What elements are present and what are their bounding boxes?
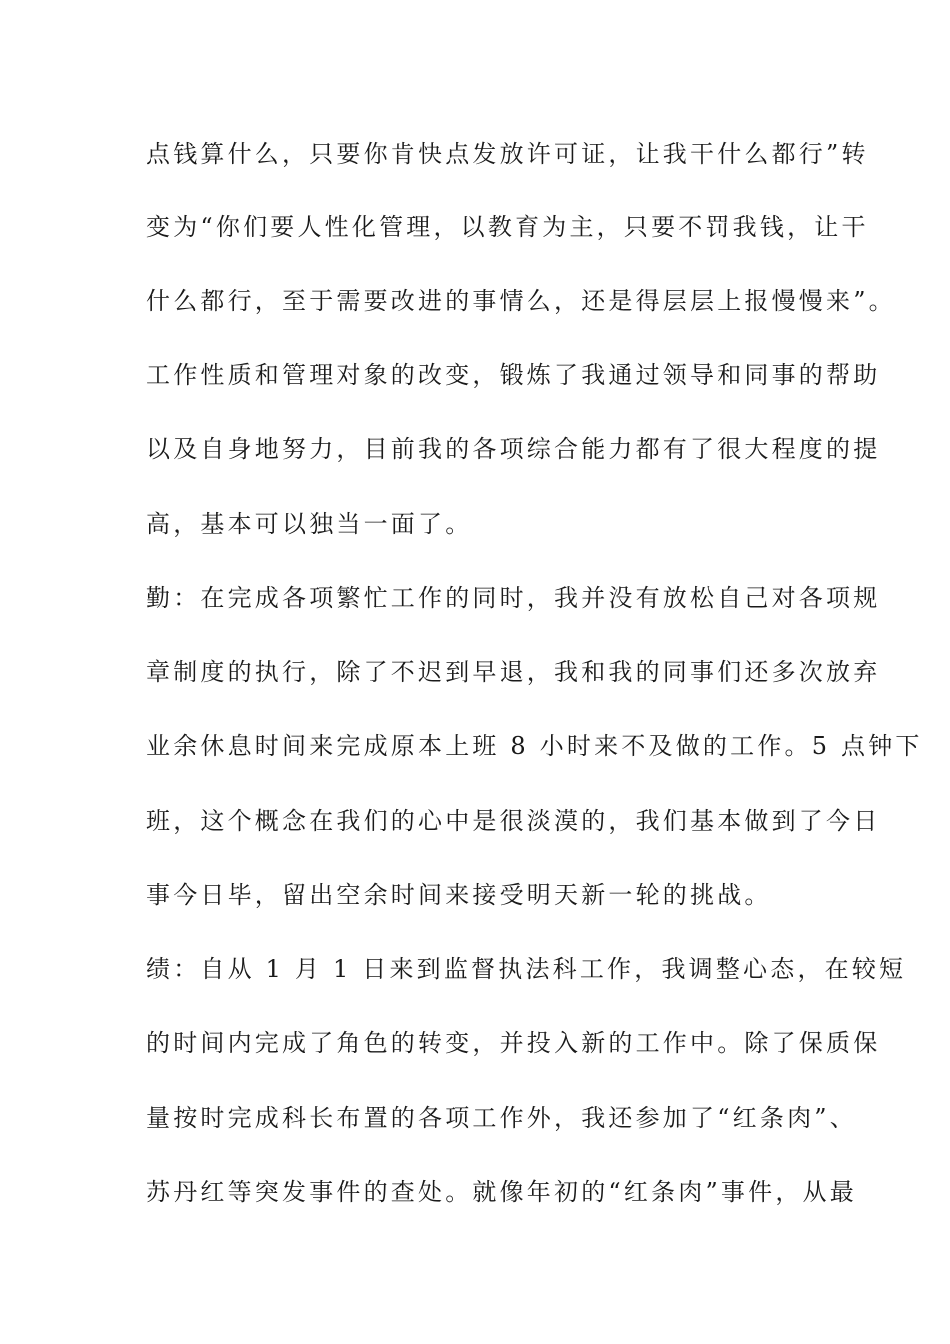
text-line-14: 量按时完成科长布置的各项工作外，我还参加了“红条肉”、 [146,1104,857,1132]
text-line-12: 绩：自从 1 月 1 日来到监督执法科工作，我调整心态，在较短 [146,955,907,983]
text-line-13: 的时间内完成了角色的转变，并投入新的工作中。除了保质保 [146,1029,881,1057]
text-line-4: 工作性质和管理对象的改变，锻炼了我通过领导和同事的帮助 [146,361,881,389]
text-line-10: 班，这个概念在我们的心中是很淡漠的，我们基本做到了今日 [146,807,881,835]
text-line-7: 勤：在完成各项繁忙工作的同时，我并没有放松自己对各项规 [146,584,881,612]
text-line-11: 事今日毕，留出空余时间来接受明天新一轮的挑战。 [146,881,772,909]
text-line-3: 什么都行，至于需要改进的事情么，还是得层层上报慢慢来”。 [146,287,896,315]
text-line-8: 章制度的执行，除了不迟到早退，我和我的同事们还多次放弃 [146,658,881,686]
text-line-1: 点钱算什么，只要你肯快点发放许可证，让我干什么都行”转 [146,140,869,168]
text-line-15: 苏丹红等突发事件的查处。就像年初的“红条肉”事件，从最 [146,1178,857,1206]
text-line-9: 业余休息时间来完成原本上班 8 小时来不及做的工作。5 点钟下 [146,732,923,760]
text-line-2: 变为“你们要人性化管理，以教育为主，只要不罚我钱，让干 [146,213,869,241]
text-line-6: 高，基本可以独当一面了。 [146,510,473,538]
text-line-5: 以及自身地努力，目前我的各项综合能力都有了很大程度的提 [146,435,881,463]
